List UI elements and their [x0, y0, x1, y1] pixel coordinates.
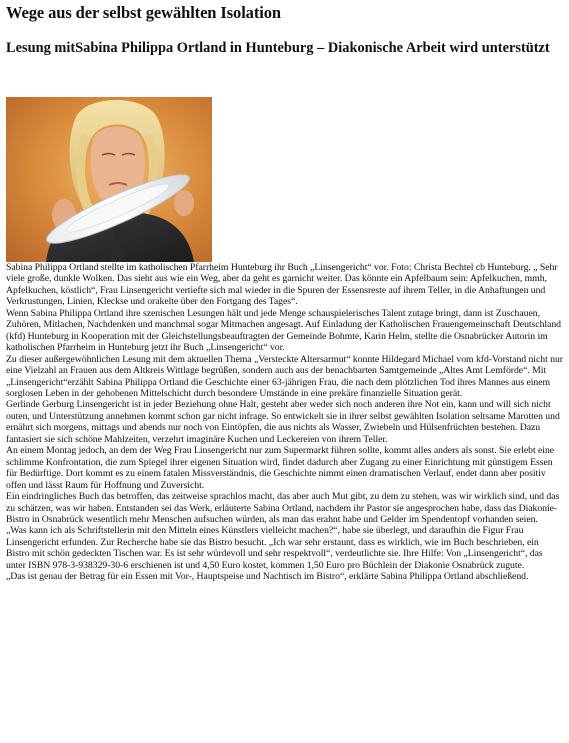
paragraph: „Das ist genau der Betrag für ein Essen mit Vor-, Hauptspeise und Nachtisch im Bistro“, erklärte Sabina Philippa Ortland abschließend. [6, 571, 529, 583]
paragraph: Zu dieser außergewöhnlichen Lesung mit dem aktuellen Thema „Versteckte Altersarmut“ konnte Hildegard Michael vom kfd-Vorstand nicht nur eine Vielzahl an Frauen aus dem Altkreis Wittlage begrüßen, sondern auch aus der benachbarten Samtgemeinde „Altes Amt Lemförde“. Mit „Linsengericht“erzählt Sabina Philippa Ortland die Geschichte einer 63-jährigen Frau, die nach dem plötzlichen Tod ihres Mannes aus einem sorglosen Leben in der gehobenen Mittelschicht durch besondere Umstände in eine prekäre finanzielle Situation gerät. [6, 353, 563, 399]
article-photo [6, 97, 212, 262]
photo-woman-with-plate [6, 97, 212, 262]
article-body [6, 262, 564, 583]
paragraph: Wenn Sabina Philippa Ortland ihre szenischen Lesungen hält und jede Menge schauspielerisches Talent zutage bringt, dann ist Zuschauen, Zuhören, Mitlachen, Nachdenken und manchmal sogar Mitmachen angesagt. Auf Einladung der Katholischen Frauengemeinschaft Deutschland (kfd) Hunteburg in Kooperation mit der Gleichstellungsbeauftragten der Gemeinde Bohmte, Karin Helm, stellte die Osnabrücker Autorin im katholischen Pfarrheim in Hunteburg jetzt ihr Buch „Linsengericht“ vor. [6, 307, 561, 354]
paragraph: An einem Montag jedoch, an dem der Weg Frau Linsengericht nur zum Supermarkt führen sollte, kommt alles anders als sonst. Sie erlebt eine schlimme Konfrontation, die zum Spiegel ihrer eigenen Situation wird, findet dadurch aber Zugang zu einer Einrichtung mit günstigem Essen für Bedürftige. Dort kommt es zu einem fatalen Missverständnis, die Geschichte nimmt einen dramatischen Verlauf, endet dann aber positiv offen und lässt Raum für Hoffnung und Zuversicht. [6, 445, 555, 491]
paragraph: Sabina Philippa Ortland stellte im katholischen Pfarrheim Hunteburg ihr Buch „Linsengericht“ vor. Foto: Christa Bechtel cb Hunteburg. „ Sehr viele große, dunkle Wolken. Das sieht aus wie ein Weg, aber da geht es garnicht weiter. Das könnte ein Apfelbaum sein: Apfelkuchen, mmh, Apfelkuchen, köstlich“, Frau Linsengericht vertiefte sich mal wieder in die Spuren der Essensreste auf ihrem Teller, in die Anhaftungen und Verkrustungen, Linien, Kleckse und orakelte über den Fortgang des Tages“. [6, 262, 558, 308]
paragraph: Gerlinde Gerburg Linsengericht ist in jeder Beziehung ohne Halt, gesteht aber weder sich noch anderen ihre Not ein, kann und will sich nicht outen, und Unterstützung annehmen kommt schon gar nicht infrage. So entwickelt sie in ihrer selbst gewählten Isolation seltsame Marotten und ernährt sich morgens, mittags und abends nur noch von Eintöpfen, die aus nichts als Wasser, Zwiebeln und Hülsenfrüchten bestehen. Dazu fantasiert sie sich schöne Mahlzeiten, verzehrt imaginäre Kuchen und Leckereien von ihrem Teller. [6, 399, 560, 445]
paragraph: Ein eindringliches Buch das betroffen, das zeitweise sprachlos macht, das aber auch Mut gibt, zu dem zu stehen, was wir wirklich sind, und das zu schätzen, was wir haben. Entstanden sei das Werk, erläuterte Sabina Ortland, nachdem ihr Pastor sie angesprochen habe, dass das Diakonie-Bistro in Osnabrück wesentlich mehr Menschen aufsuchen würden, als man das erahnt habe und Gelder im Spendentopf vorhanden seien. [6, 491, 560, 525]
article-subtitle: Lesung mitSabina Philippa Ortland in Hunteburg – Diakonische Arbeit wird unterstützt [6, 40, 550, 56]
paragraph: „Was kann ich als Schriftstellerin mit den Mitteln eines Künstlers vielleicht machen?“, habe sie überlegt, und daraufhin die Figur Frau Linsengericht erfunden. Zur Recherche habe sie das Bistro besucht. „Ich war sehr erstaunt, dass es wirklich, wie im Buch beschrieben, ein Bistro mit schön gedeckten Tischen war. Es ist sehr würdevoll und sehr respektvoll“, verdeutlichte sie. Ihre Hilfe: Von „Linsengericht“, das unter ISBN 978-3-938329-30-6 erschienen ist und 4,50 Euro kostet, kommen 1,50 Euro pro Büchlein der Diakonie Osnabrück zugute. [6, 525, 543, 571]
page-title: Wege aus der selbst gewählten Isolation [6, 3, 281, 22]
